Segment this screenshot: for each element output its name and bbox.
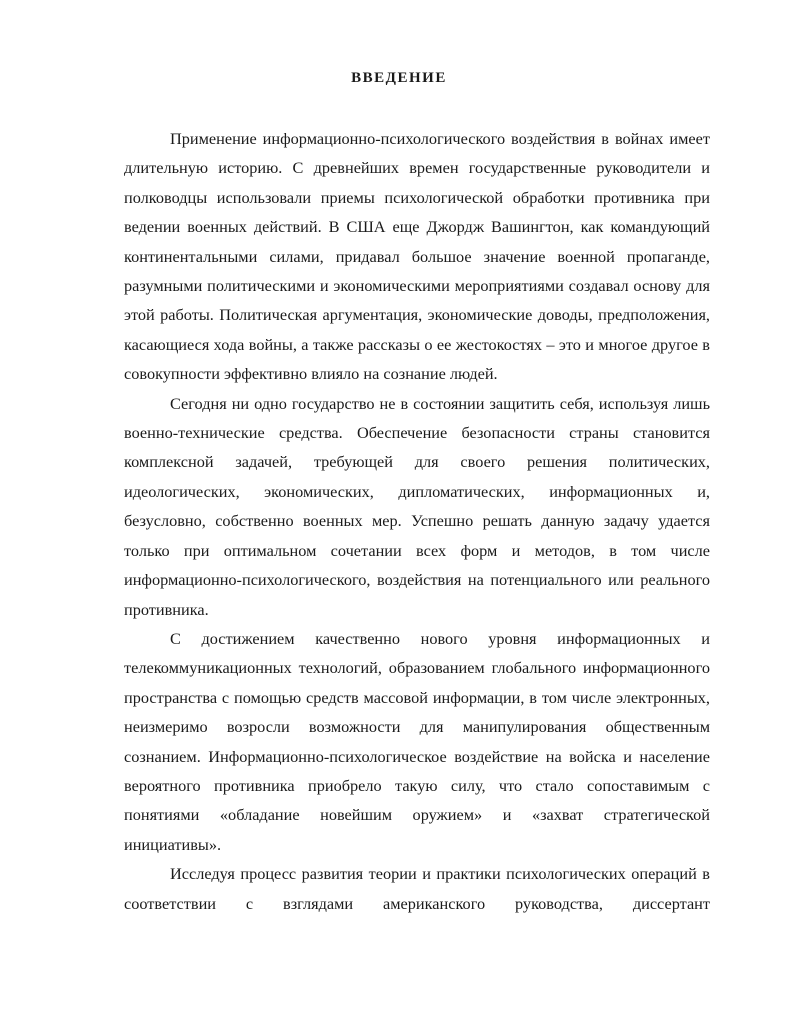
document-body bbox=[124, 124, 710, 918]
paragraph-2: Сегодня ни одно государство не в состоянии защитить себя, используя лишь военно-технические средства. Обеспечение безопасности страны становится комплексной задачей, требующей для своего решения политических, идеологических, экономических, дипломатических, информационных и, безусловно, собственно военных мер. Успешно решать данную задачу удается только при оптимальном сочетании всех форм и методов, в том числе информационно-психологического, воздействия на потенциального или реального противника. bbox=[124, 393, 710, 619]
paragraph-1: Применение информационно-психологического воздействия в войнах имеет длительную историю. С древнейших времен государственные руководители и полководцы использовали приемы психологической обработки противника при ведении военных действий. В США еще Джордж Вашингтон, как командующий континентальными силами, придавал большое значение военной пропаганде, разумными политическими и экономическими мероприятиями создавал основу для этой работы. Политическая аргументация, экономические доводы, предположения, касающиеся хода войны, а также рассказы о ее жестокостях – это и многое другое в совокупности эффективно влияло на сознание людей. bbox=[124, 129, 710, 384]
paragraph-3: С достижением качественно нового уровня информационных и телекоммуникационных технологий, образованием глобального информационного пространства с помощью средств массовой информации, в том числе электронных, неизмеримо возросли возможности для манипулирования общественным сознанием. Информационно-психологическое воздействие на войска и население вероятного противника приобрело такую силу, что стало сопоставимым с понятиями «обладание новейшим оружием» и «захват стратегической инициативы». bbox=[124, 628, 710, 854]
document-title: ВВЕДЕНИЕ bbox=[351, 70, 447, 86]
paragraph-4: Исследуя процесс развития теории и практики психологических операций в соответствии с взглядами американского руководства, диссертант bbox=[124, 864, 710, 913]
